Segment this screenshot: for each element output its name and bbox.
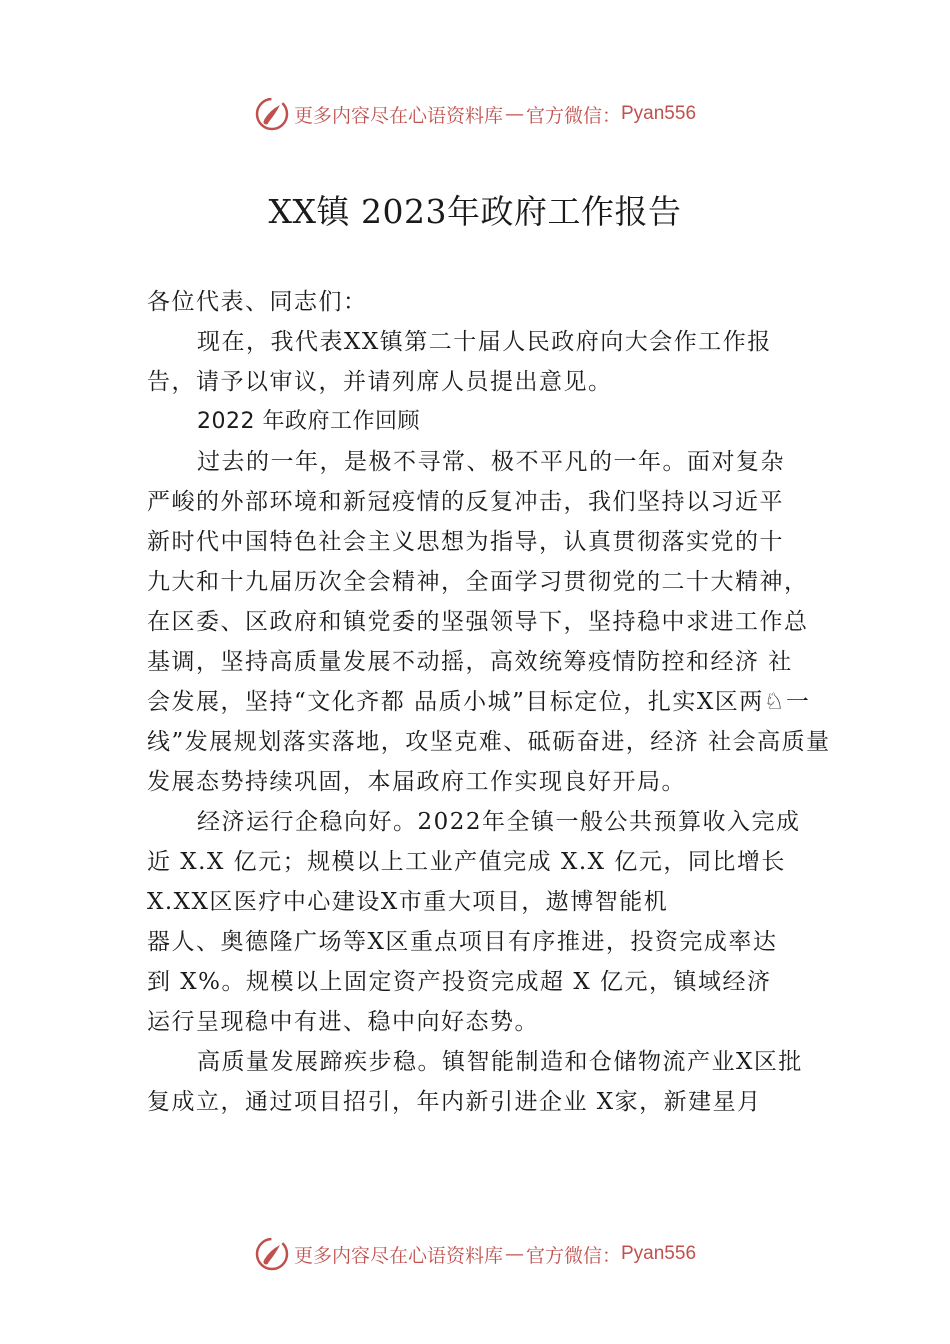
paragraph-line: 近 X.X 亿元；规模以上工业产值完成 X.X 亿元，同比增长 [147,849,786,875]
paragraph-line: 到 X%。规模以上固定资产投资完成超 X 亿元，镇域经济 [147,969,772,995]
section-heading: 2022 年政府工作回顾 [197,409,420,434]
paragraph-line: 过去的一年，是极不寻常、极不平凡的一年。面对复杂 [197,449,785,475]
paragraph-line: 新时代中国特色社会主义思想为指导，认真贯彻落实党的十 [147,529,784,555]
brush-seal-icon [254,1236,290,1272]
watermark-separator: — [504,1243,524,1265]
watermark-label: 官方微信： [525,1244,621,1267]
paragraph-line: 九大和十九届历次全会精神，全面学习贯彻党的二十大精神， [147,569,809,595]
paragraph-line: 告，请予以审议，并请列席人员提出意见。 [147,369,613,395]
paragraph-line: 严峻的外部环境和新冠疫情的反复冲击，我们坚持以习近平 [147,489,784,515]
paragraph-line: 经济运行企稳向好。2022年全镇一般公共预算收入完成 [197,809,801,835]
paragraph-line: 器人、奥德隆广场等X区重点项目有序推进，投资完成率达 [147,929,778,955]
watermark-label: 官方微信： [525,104,621,127]
salutation: 各位代表、同志们： [147,289,368,315]
paragraph-line: 复成立，通过项目招引，年内新引进企业 X家，新建星月 [147,1089,762,1115]
watermark-text: 更多内容尽在心语资料库 [293,104,503,127]
paragraph-line: X.XX区医疗中心建设X市重大项目，遨博智能机 [147,889,669,915]
paragraph-line: 现在，我代表XX镇第二十届人民政府向大会作工作报 [197,329,772,355]
paragraph-line: 运行呈现稳中有进、稳中向好态势。 [147,1009,539,1035]
paragraph-line: 线”发展规划落实落地，攻坚克难、砥砺奋进，经济 社会高质量 [147,729,831,755]
paragraph-line: 在区委、区政府和镇党委的坚强领导下，坚持稳中求进工作总 [147,609,809,635]
paragraph-line: 高质量发展蹄疾步稳。镇智能制造和仓储物流产业X区批 [197,1049,803,1075]
watermark-header [0,96,950,132]
brush-seal-icon [254,96,290,132]
document-body [147,282,837,1122]
watermark-separator: — [504,103,524,125]
watermark-id: Pyan556 [621,1243,697,1264]
paragraph-line: 发展态势持续巩固，本届政府工作实现良好开局。 [147,769,686,795]
watermark-text: 更多内容尽在心语资料库 [293,1244,503,1267]
paragraph-line: 基调，坚持高质量发展不动摇，高效统筹疫情防控和经济 社 [147,649,793,675]
paragraph-line: 会发展，坚持“文化齐都 品质小城”目标定位，扎实X区两♘一 [147,689,811,715]
document-title: XX镇 2023年政府工作报告 [268,192,682,231]
watermark-id: Pyan556 [621,103,697,124]
watermark-footer [0,1236,950,1272]
